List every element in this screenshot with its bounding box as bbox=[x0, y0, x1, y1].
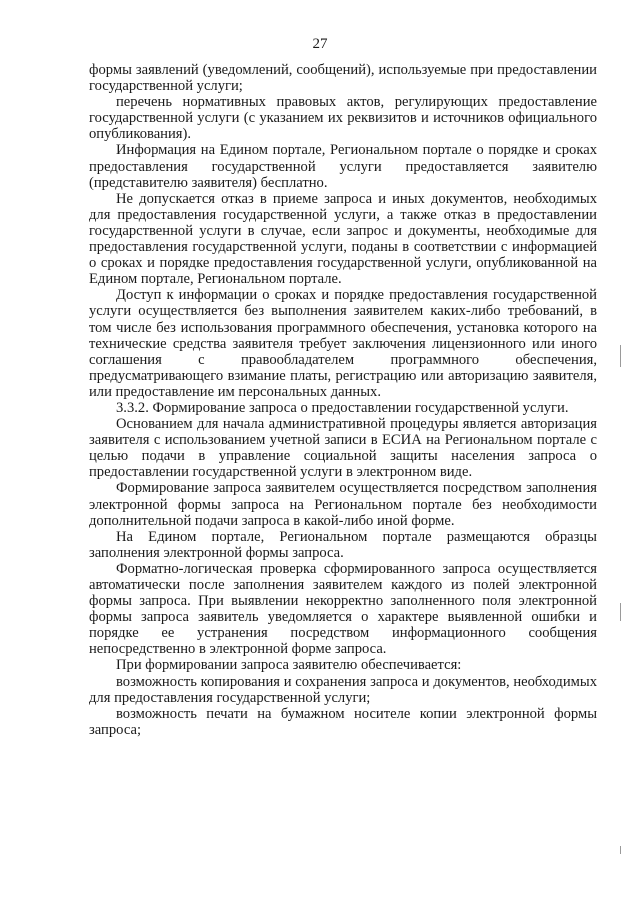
paragraph: На Едином портале, Региональном портале размещаются образцы заполнения электронной формы запроса. bbox=[89, 528, 597, 561]
paragraph: Не допускается отказ в приеме запроса и иных документов, необходимых для предоставления государственной услуги, а также отказ в предоставлении государственной услуги в случае, если запрос и документы, необходимые для предоставления государственной услуги, поданы в соответствии с информацией о сроках и порядке предоставления государственной услуги, опубликованной на Едином портале, Региональном портале. bbox=[89, 190, 597, 288]
paragraph: возможность копирования и сохранения запроса и документов, необходимых для предоставления государственной услуги; bbox=[89, 673, 597, 706]
document-body bbox=[89, 62, 597, 738]
scan-margin-line bbox=[620, 846, 621, 854]
paragraph: Информация на Едином портале, Региональном портале о порядке и сроках предоставления государственной услуги предоставляется заявителю (представителю заявителя) бесплатно. bbox=[89, 142, 597, 191]
paragraph: Доступ к информации о сроках и порядке предоставления государственной услуги осуществляется без выполнения заявителем каких-либо требований, в том числе без использования программного обеспечения, установка которого на технические средства заявителя требует заключения лицензионного или иного соглашения с правообладателем программного обеспечения, предусматривающего взимание платы, регистрацию или авторизацию заявителя, или предоставление им персональных данных. bbox=[89, 287, 597, 400]
paragraph: Форматно-логическая проверка сформированного запроса осуществляется автоматически после заполнения заявителем каждого из полей электронной формы запроса. При выявлении некорректно заполненного поля электронной формы запроса заявитель уведомляется о характере выявленной ошибки и порядке ее устранения посредством информационного сообщения непосредственно в электронной форме запроса. bbox=[89, 560, 597, 658]
paragraph: Формирование запроса заявителем осуществляется посредством заполнения электронной формы запроса на Региональном портале без необходимости дополнительной подачи запроса в какой-либо иной форме. bbox=[89, 480, 597, 529]
paragraph: При формировании запроса заявителю обеспечивается: bbox=[116, 657, 462, 674]
paragraph: Основанием для начала административной процедуры является авторизация заявителя с использованием учетной записи в ЕСИА на Региональном портале с целью подачи в управление социальной защиты населения запроса о предоставлении государственной услуги в электронном виде. bbox=[89, 416, 597, 481]
page-number: 27 bbox=[312, 36, 328, 52]
scan-margin-line bbox=[620, 603, 621, 621]
scan-margin-line bbox=[620, 345, 621, 367]
section-heading: 3.3.2. Формирование запроса о предоставлении государственной услуги. bbox=[116, 399, 569, 416]
paragraph: перечень нормативных правовых актов, регулирующих предоставление государственной услуги (с указанием их реквизитов и источников официального опубликования). bbox=[89, 94, 597, 143]
paragraph: возможность печати на бумажном носителе копии электронной формы запроса; bbox=[89, 705, 597, 738]
paragraph: формы заявлений (уведомлений, сообщений), используемые при предоставлении государственной услуги; bbox=[89, 62, 597, 95]
